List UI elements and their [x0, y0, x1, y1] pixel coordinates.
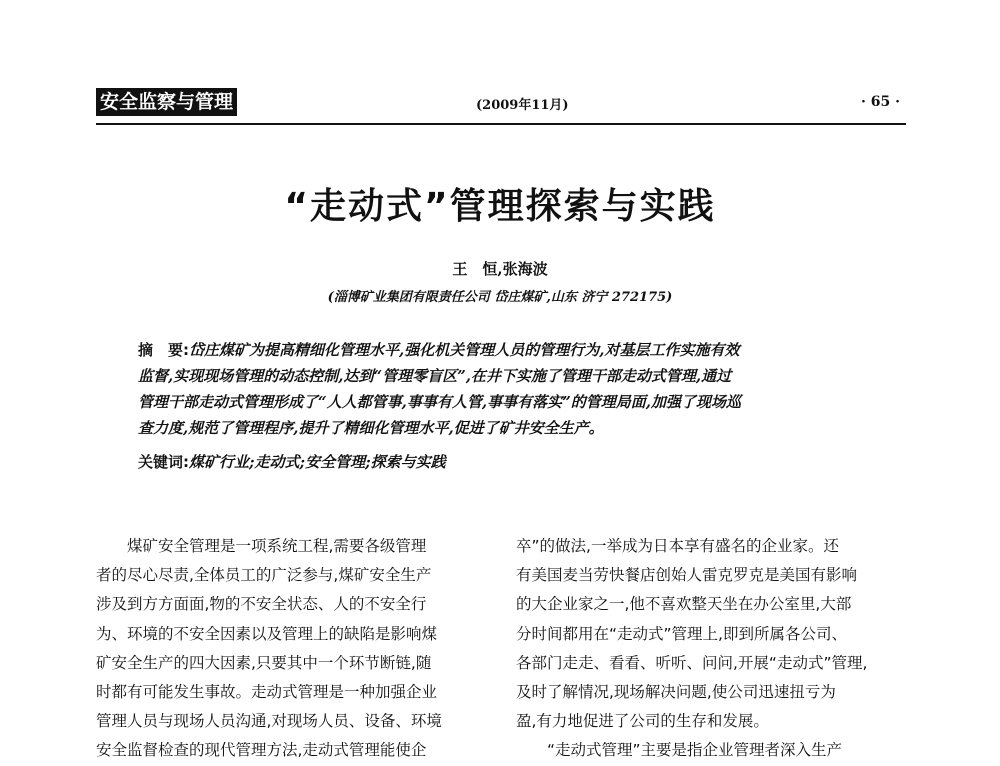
body-line: 有美国麦当劳快餐店创始人雷克罗克是美国有影响	[516, 566, 858, 585]
body-line: “走动式管理”主要是指企业管理者深入生产	[516, 741, 843, 760]
body-line: 者的尽心尽责,全体员工的广泛参与,煤矿安全生产	[96, 566, 432, 585]
abstract-line: 查力度,规范了管理程序,提升了精细化管理水平,促进了矿井安全生产。	[138, 419, 604, 437]
body-column-right	[516, 532, 908, 766]
author-affiliation: (淄博矿业集团有限责任公司 岱庄煤矿,山东 济宁 272175)	[327, 290, 673, 305]
body-line: 煤矿安全管理是一项系统工程,需要各级管理	[96, 537, 427, 555]
header-divider	[96, 123, 906, 125]
body-line: 矿安全生产的四大因素,只要其中一个环节断链,随	[96, 653, 432, 672]
abstract-line: 监督,实现现场管理的动态控制,达到“管理零盲区”,在井下实施了管理干部走动式管理,通过	[138, 367, 732, 385]
abstract-text: 岱庄煤矿为提高精细化管理水平,强化机关管理人员的管理行为,对基层工作实施有效	[189, 341, 740, 359]
body-line: 卒”的做法,一举成为日本享有盛名的企业家。还	[516, 537, 839, 555]
body-line: 管理人员与现场人员沟通,对现场人员、设备、环境	[96, 712, 442, 731]
body-line: 各部门走走、看看、听听、问问,开展“走动式”管理,	[516, 653, 868, 672]
issue-date: (2009年11月)	[476, 98, 569, 113]
article-title: “走动式”管理探索与实践	[284, 186, 716, 227]
abstract-label: 摘 要:	[138, 341, 189, 359]
body-line: 时都有可能发生事故。走动式管理是一种加强企业	[96, 683, 438, 702]
body-line: 为、环境的不安全因素以及管理上的缺陷是影响煤	[96, 624, 438, 643]
body-line: 及时了解情况,现场解决问题,使公司迅速扭亏为	[516, 683, 836, 702]
abstract-line: 管理干部走动式管理形成了“人人都管事,事事有人管,事事有落实”的管理局面,加强了现场巡	[138, 393, 741, 411]
running-header	[96, 88, 906, 122]
keywords	[138, 451, 868, 472]
abstract	[138, 337, 868, 441]
body-line: 涉及到方方面面,物的不安全状态、人的不安全行	[96, 595, 427, 614]
keywords-label: 关键词:	[138, 453, 189, 471]
page-number: · 65 ·	[861, 94, 900, 110]
body-column-left	[96, 532, 488, 766]
keywords-text: 煤矿行业;走动式;安全管理;探索与实践	[189, 453, 446, 471]
body-line: 盈,有力地促进了公司的生存和发展。	[516, 712, 769, 731]
body-line: 安全监督检查的现代管理方法,走动式管理能使企	[96, 741, 427, 760]
journal-section-tag: 安全监察与管理	[96, 88, 237, 116]
abstract-line	[138, 337, 868, 363]
body-line: 分时间都用在“走动式”管理上,即到所属各公司、	[516, 624, 847, 643]
author-list: 王 恒,张海波	[452, 260, 548, 278]
body-line: 的大企业家之一,他不喜欢整天坐在办公室里,大部	[516, 595, 852, 614]
